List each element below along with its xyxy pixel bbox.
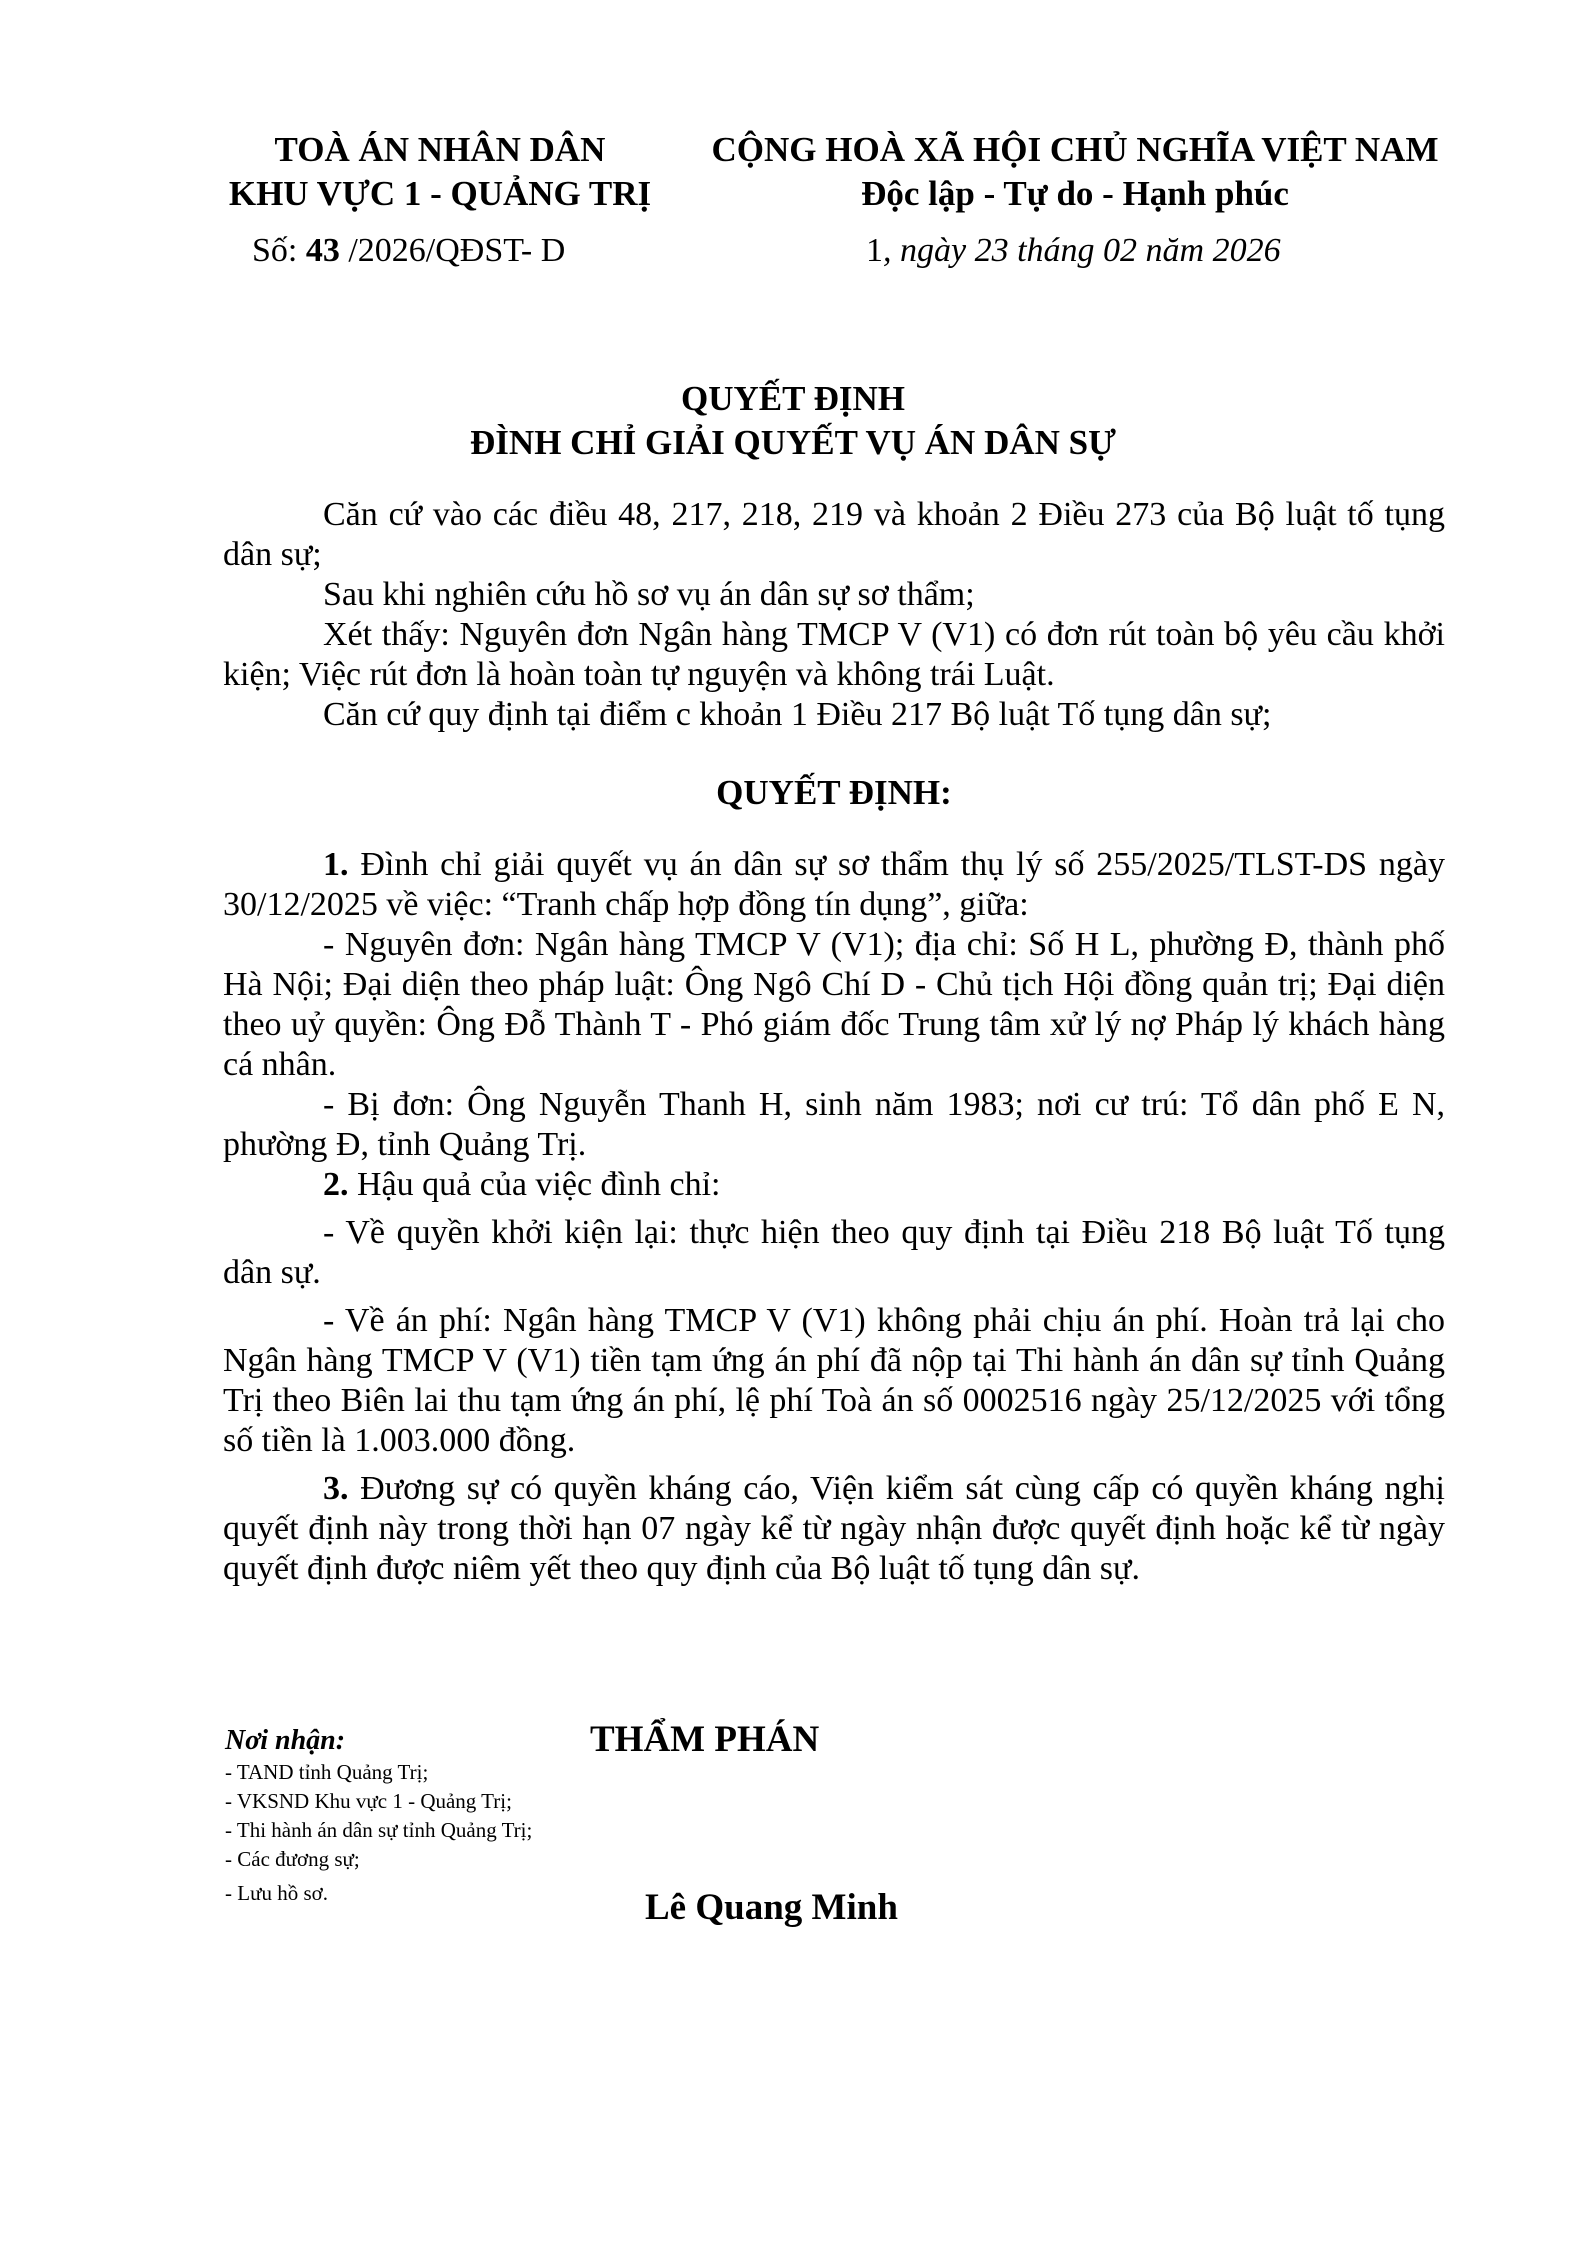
country-name: CỘNG HOÀ XÃ HỘI CHỦ NGHĨA VIỆT NAM: [711, 130, 1439, 169]
title-line-1: QUYẾT ĐỊNH: [681, 379, 905, 418]
fees-paragraph: - Về án phí: Ngân hàng TMCP V (V1) không phải chịu án phí. Hoàn trả lại cho Ngân hàng TMCP V (V1) tiền tạm ứng án phí đã nộp tại Thi hành án dân sự tỉnh Quảng Trị theo Biên lai thu tạm ứng án phí, lệ phí Toà án số 0002516 ngày 25/12/2025 với tổng số tiền là 1.003.000 đồng.: [223, 1302, 1445, 1459]
recipient-item: - Thi hành án dân sự tỉnh Quảng Trị;: [225, 1818, 533, 1842]
document-number: [252, 232, 565, 270]
recipient-item: - Các đương sự;: [225, 1847, 360, 1871]
court-name-block: [215, 128, 665, 216]
document-body: [223, 495, 1445, 1589]
decision-item-3: [223, 1469, 1445, 1589]
defendant-paragraph: - Bị đơn: Ông Nguyễn Thanh H, sinh năm 1983; nơi cư trú: Tổ dân phố E N, phường Đ, tỉnh Quảng Trị.: [223, 1086, 1445, 1163]
recipient-item: - VKSND Khu vực 1 - Quảng Trị;: [225, 1789, 512, 1813]
item-number: 2.: [323, 1166, 349, 1203]
decision-item-2: [223, 1165, 1445, 1205]
motto: Độc lập - Tự do - Hạnh phúc: [861, 174, 1289, 213]
court-name: TOÀ ÁN NHÂN DÂN: [274, 130, 606, 169]
preamble-paragraph: Căn cứ vào các điều 48, 217, 218, 219 và khoản 2 Điều 273 của Bộ luật tố tụng dân sự;: [223, 496, 1445, 573]
document-place: 1: [866, 232, 883, 269]
decision-item-1: [223, 845, 1445, 925]
recipients-list: [225, 1758, 532, 1908]
document-date-text: , ngày 23 tháng 02 năm 2026: [883, 232, 1281, 269]
recipients-block: [225, 1724, 532, 1908]
plaintiff-paragraph: - Nguyên đơn: Ngân hàng TMCP V (V1); địa chỉ: Số H L, phường Đ, thành phố Hà Nội; Đại diện theo pháp luật: Ông Ngô Chí D - Chủ tịch Hội đồng quản trị; Đại diện theo uỷ quyền: Ông Đỗ Thành T - Phó giám đốc Trung tâm xử lý nợ Pháp lý khách hàng cá nhân.: [223, 926, 1445, 1083]
recipient-item: - Lưu hồ sơ.: [225, 1881, 328, 1905]
recipients-title: Nơi nhận:: [225, 1725, 346, 1756]
decision-heading: QUYẾT ĐỊNH:: [716, 773, 952, 812]
item-text: Đình chỉ giải quyết vụ án dân sự sơ thẩm thụ lý số 255/2025/TLST-DS ngày 30/12/2025 về việc: “Tranh chấp hợp đồng tín dụng”, giữa:: [223, 846, 1445, 923]
document-number-value: 43: [305, 232, 340, 269]
item-number: 3.: [323, 1470, 349, 1507]
signer-name: Lê Quang Minh: [645, 1887, 898, 1928]
document-date: [866, 232, 1281, 270]
signer-title: THẨM PHÁN: [590, 1719, 820, 1760]
document-number-prefix: Số:: [252, 232, 306, 269]
preamble-paragraph: Sau khi nghiên cứu hồ sơ vụ án dân sự sơ thẩm;: [323, 576, 975, 613]
document-number-suffix: /2026/QĐST- D: [339, 232, 566, 269]
document-title: [200, 377, 1386, 465]
court-region: KHU VỰC 1 - QUẢNG TRỊ: [228, 174, 652, 213]
preamble-paragraph: Căn cứ quy định tại điểm c khoản 1 Điều 217 Bộ luật Tố tụng dân sự;: [323, 696, 1272, 733]
recipient-item: - TAND tỉnh Quảng Trị;: [225, 1760, 429, 1784]
item-text: Hậu quả của việc đình chỉ:: [348, 1166, 721, 1203]
national-motto-block: [700, 128, 1450, 216]
title-line-2: ĐÌNH CHỈ GIẢI QUYẾT VỤ ÁN DÂN SỰ: [470, 423, 1116, 462]
rights-paragraph: - Về quyền khởi kiện lại: thực hiện theo quy định tại Điều 218 Bộ luật Tố tụng dân sự.: [223, 1214, 1445, 1291]
item-text: Đương sự có quyền kháng cáo, Viện kiểm sát cùng cấp có quyền kháng nghị quyết định này trong thời hạn 07 ngày kể từ ngày nhận được quyết định hoặc kể từ ngày quyết định được niêm yết theo quy định của Bộ luật tố tụng dân sự.: [223, 1470, 1445, 1587]
preamble-paragraph: Xét thấy: Nguyên đơn Ngân hàng TMCP V (V1) có đơn rút toàn bộ yêu cầu khởi kiện; Việc rút đơn là hoàn toàn tự nguyện và không trái Luật.: [223, 616, 1445, 693]
item-number: 1.: [323, 846, 349, 883]
